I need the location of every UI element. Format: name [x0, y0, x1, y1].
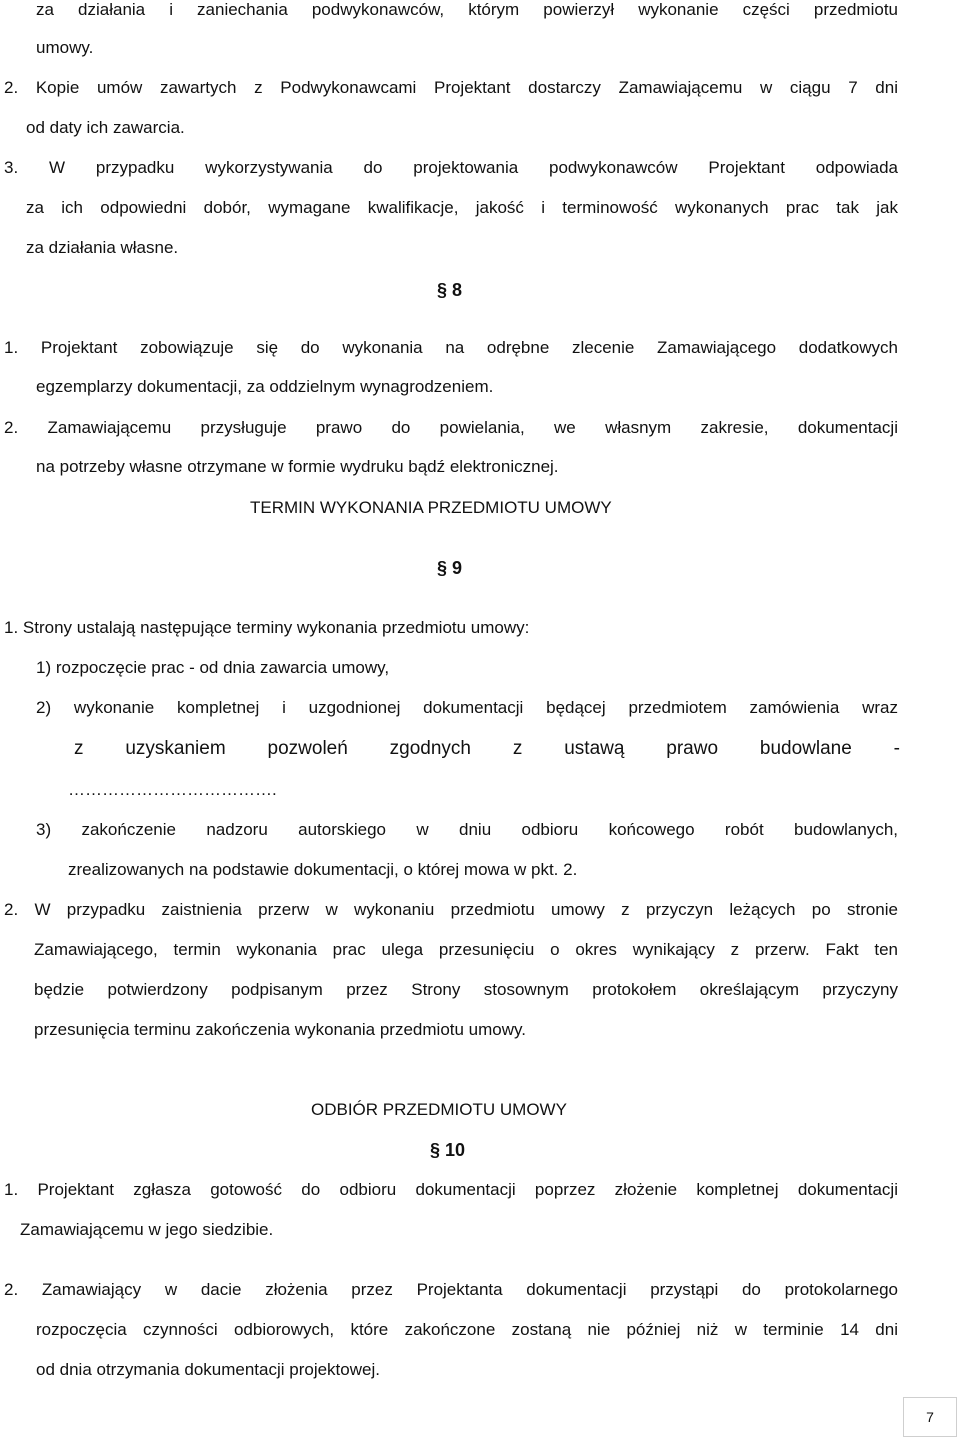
section10-item-1-line: 1. Projektant zgłasza gotowość do odbioru dokumentacji poprzez złożenie kompletnej dokumentacji [4, 1180, 898, 1199]
section9-item-1: 1. Strony ustalają następujące terminy wykonania przedmiotu umowy: [4, 618, 530, 637]
section-title-odbior: ODBIÓR PRZEDMIOTU UMOWY [311, 1100, 567, 1119]
section10-item-1-line: Zamawiającemu w jego siedzibie. [20, 1220, 274, 1239]
section-title-termin: TERMIN WYKONANIA PRZEDMIOTU UMOWY [250, 498, 612, 517]
section9-item-2-line: będzie potwierdzony podpisanym przez Strony stosownym protokołem określającym przyczyny [34, 980, 898, 999]
section8-item-1-line: 1. Projektant zobowiązuje się do wykonania na odrębne zlecenie Zamawiającego dodatkowych [4, 338, 898, 357]
paragraph-line: za działania i zaniechania podwykonawców, którym powierzył wykonanie części przedmiotu [36, 0, 898, 19]
list-item-2-line: od daty ich zawarcia. [26, 118, 185, 137]
section9-subitem-2-placeholder: ………………………………. [68, 780, 277, 799]
section-heading: § 8 [437, 280, 463, 300]
section9-subitem-3-line: 3) zakończenie nadzoru autorskiego w dniu odbioru końcowego robót budowlanych, [36, 820, 898, 839]
page-number: 7 [926, 1409, 934, 1425]
list-item-2-line: 2. Kopie umów zawartych z Podwykonawcami Projektant dostarczy Zamawiającemu w ciągu 7 dni [4, 78, 898, 97]
list-item-3-line: za ich odpowiedni dobór, wymagane kwalifikacje, jakość i terminowość wykonanych prac tak jak [26, 198, 898, 217]
section9-subitem-1: 1) rozpoczęcie prac - od dnia zawarcia umowy, [36, 658, 390, 677]
paragraph-line: umowy. [36, 38, 94, 57]
section8-item-2-line: 2. Zamawiającemu przysługuje prawo do powielania, we własnym zakresie, dokumentacji [4, 418, 898, 437]
section9-item-2-line: Zamawiającego, termin wykonania prac ulega przesunięciu o okres wynikający z przerw. Fakt ten [34, 940, 898, 959]
section10-item-2-line: od dnia otrzymania dokumentacji projektowej. [36, 1360, 380, 1379]
section9-subitem-2-line: 2) wykonanie kompletnej i uzgodnionej dokumentacji będącej przedmiotem zamówienia wraz [36, 698, 898, 717]
section10-item-2-line: rozpoczęcia czynności odbiorowych, które zakończone zostaną nie później niż w terminie 14 dni [36, 1320, 898, 1339]
section9-subitem-2-line: z uzyskaniem pozwoleń zgodnych z ustawą prawo budowlane - [74, 739, 900, 759]
section-heading: § 10 [430, 1140, 466, 1160]
section-heading: § 9 [437, 558, 463, 578]
list-item-3-line: za działania własne. [26, 238, 179, 257]
section8-item-1-line: egzemplarzy dokumentacji, za oddzielnym wynagrodzeniem. [36, 377, 494, 396]
section10-item-2-line: 2. Zamawiający w dacie złożenia przez Projektanta dokumentacji przystąpi do protokolarnego [4, 1280, 898, 1299]
list-item-3-line: 3. W przypadku wykorzystywania do projektowania podwykonawców Projektant odpowiada [4, 158, 898, 177]
section9-subitem-3-line: zrealizowanych na podstawie dokumentacji, o której mowa w pkt. 2. [68, 860, 578, 879]
section8-item-2-line: na potrzeby własne otrzymane w formie wydruku bądź elektronicznej. [36, 457, 559, 476]
page-number-box [903, 1397, 957, 1437]
section9-item-2-line: przesunięcia terminu zakończenia wykonania przedmiotu umowy. [34, 1020, 526, 1039]
section9-item-2-line: 2. W przypadku zaistnienia przerw w wykonaniu przedmiotu umowy z przyczyn leżących po stronie [4, 900, 898, 919]
